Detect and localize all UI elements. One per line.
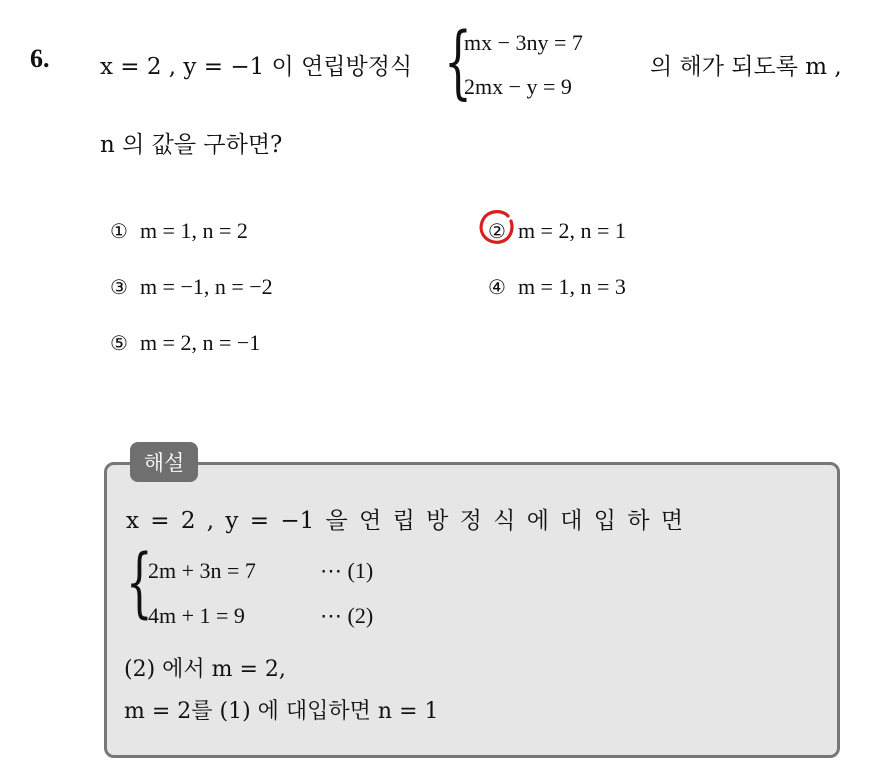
choice-3-mark: ③ <box>110 275 128 299</box>
explanation-equation-2: 4m + 1 = 9 <box>148 603 245 628</box>
explanation-line1: x = 2 , y = −1 을 연 립 방 정 식 에 대 입 하 면 <box>126 508 684 534</box>
system-equation-2: 2mx − y = 9 <box>464 74 572 99</box>
question-number: 6. <box>30 44 50 73</box>
choice-5[interactable] <box>110 330 260 356</box>
explanation-line4: m = 2를 (1) 에 대입하면 n = 1 <box>124 699 439 724</box>
question-text-line1: x = 2 , y = −1 이 연립방정식 <box>100 54 413 80</box>
question-text-line2: n 의 값을 구하면? <box>100 132 283 158</box>
choice-5-text: m = 2, n = −1 <box>139 330 261 355</box>
choice-4-mark: ④ <box>488 275 506 299</box>
choice-2-mark: ② <box>488 219 506 243</box>
explanation-equation-1-label: ⋯ (1) <box>320 558 374 583</box>
choice-4-text: m = 1, n = 3 <box>517 274 626 299</box>
choice-1-mark: ① <box>110 219 128 243</box>
explanation-system-brace: { <box>126 537 153 626</box>
system-brace: { <box>444 15 472 108</box>
choice-1[interactable] <box>110 218 248 244</box>
explanation-tag: 해설 <box>130 442 198 482</box>
choice-3-text: m = −1, n = −2 <box>139 274 273 299</box>
explanation-equation-2-label: ⋯ (2) <box>320 603 374 628</box>
choice-4[interactable] <box>488 274 626 300</box>
system-equation-1: mx − 3ny = 7 <box>464 30 583 55</box>
answer-circle-mark-icon <box>478 208 516 246</box>
choice-2-text: m = 2, n = 1 <box>517 218 626 243</box>
choice-3[interactable] <box>110 274 273 300</box>
explanation-equation-1: 2m + 3n = 7 <box>148 558 256 583</box>
choice-5-mark: ⑤ <box>110 331 128 355</box>
question-text-tail: 의 해가 되도록 m , <box>650 54 842 80</box>
choice-1-text: m = 1, n = 2 <box>139 218 248 243</box>
explanation-line3: (2) 에서 m = 2, <box>124 657 286 682</box>
